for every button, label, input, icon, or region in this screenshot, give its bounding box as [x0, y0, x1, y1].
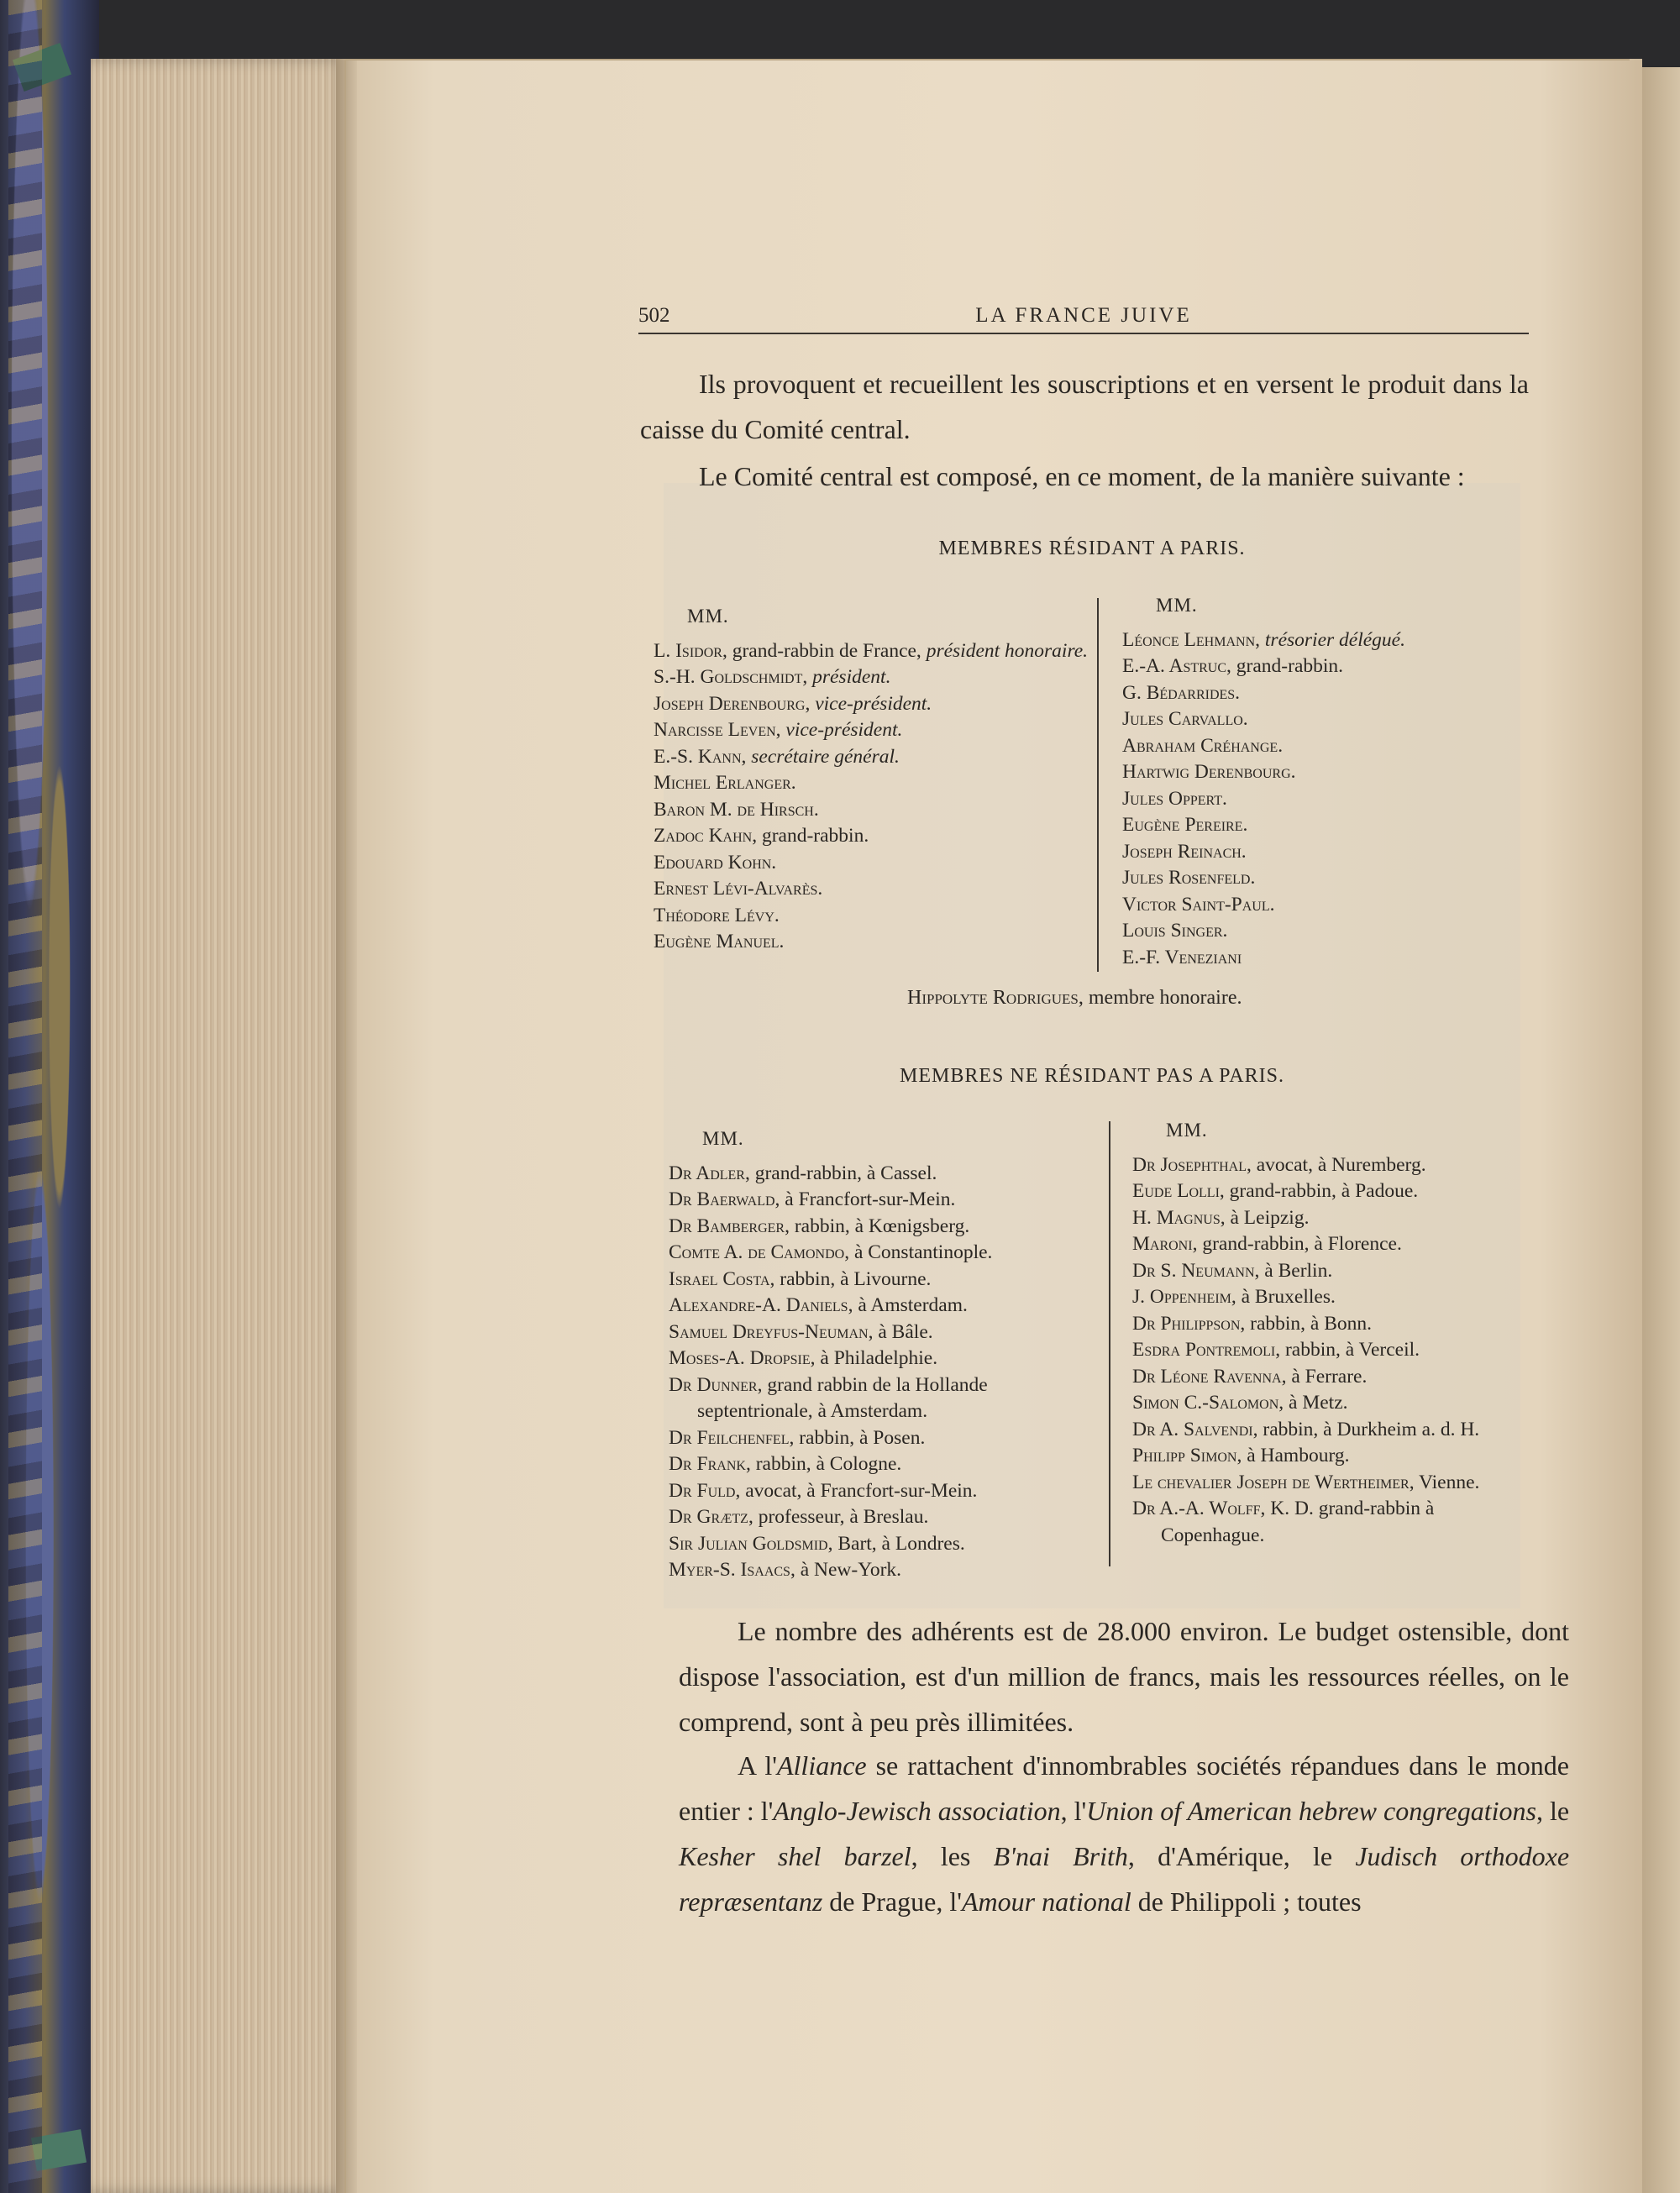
member-entry: [654, 903, 1090, 930]
member-name: S.-H. Goldschmidt: [654, 666, 803, 688]
member-entry: [654, 717, 1090, 744]
member-entry: [654, 638, 1090, 665]
member-entry: [1132, 1390, 1527, 1417]
member-role: , professeur, à Breslau.: [748, 1506, 929, 1528]
italic-title: B'nai Brith: [993, 1841, 1128, 1871]
member-entry: [654, 929, 1090, 956]
member-entry: [1132, 1417, 1527, 1444]
member-name: E.-F. Veneziani: [1122, 946, 1242, 968]
running-header: [638, 294, 1529, 334]
member-entry: [669, 1504, 1097, 1531]
member-entry: [1132, 1337, 1527, 1364]
member-role: , rabbin, à Kœnigsberg.: [785, 1215, 970, 1237]
member-role: , à Philadelphie.: [810, 1347, 938, 1369]
outro-paragraph-1: Le nombre des adhérents est de 28.000 environ. Le budget ostensible, dont dispose l'association, est d'un million de francs, mais les ressources réelles, on le comprend, sont à peu près illimitées.: [679, 1616, 1569, 1737]
member-entry: [1132, 1496, 1527, 1549]
member-entry: [1122, 733, 1517, 760]
member-entry: [1122, 653, 1517, 680]
member-entry: [1122, 892, 1517, 919]
member-name: Esdra Pontremoli: [1132, 1339, 1276, 1361]
member-entry: [1132, 1311, 1527, 1338]
italic-title: Judisch orthodoxe repræsentanz: [679, 1841, 1570, 1917]
italic-title: Amour national: [961, 1886, 1131, 1917]
member-entry: [1122, 627, 1517, 654]
page-block-edges: [91, 59, 351, 2193]
cover-corner-bottom: [31, 2129, 87, 2171]
member-entry: [1132, 1284, 1527, 1311]
member-entry: [1122, 786, 1517, 813]
text-run: A l': [738, 1750, 777, 1781]
member-name: Dr A.-A. Wolff: [1132, 1498, 1261, 1519]
member-role: , à New-York.: [790, 1559, 902, 1581]
member-entry: [1122, 759, 1517, 786]
member-name: Myer-S. Isaacs: [669, 1559, 790, 1581]
member-entry: [1132, 1443, 1527, 1470]
member-role: , rabbin, à Cologne.: [745, 1453, 902, 1475]
member-name: Jules Rosenfeld.: [1122, 867, 1256, 889]
member-entry: [654, 744, 1090, 771]
member-entry: [669, 1240, 1097, 1267]
member-role: , K. D. grand-rabbin à Copenhague.: [1161, 1498, 1435, 1546]
paris-left-column: [654, 603, 1090, 956]
member-name: Sir Julian Goldsmid: [669, 1532, 828, 1555]
member-role: ,: [1255, 628, 1265, 651]
member-role: , à Bâle.: [868, 1320, 933, 1343]
member-role: , à Berlin.: [1254, 1259, 1333, 1282]
member-role: ,: [775, 719, 786, 741]
member-name: Baron M. de Hirsch.: [654, 798, 819, 821]
member-entry: [669, 1161, 1097, 1188]
member-role: , avocat, à Francfort-sur-Mein.: [735, 1479, 978, 1502]
member-role: , Vienne.: [1409, 1471, 1480, 1493]
member-name: Dr A. Salvendi: [1132, 1418, 1253, 1440]
member-role: ,: [802, 666, 813, 688]
member-entry: [1122, 706, 1517, 733]
running-title: LA FRANCE JUIVE: [975, 304, 1192, 327]
member-role: , membre honoraire.: [1078, 987, 1242, 1009]
member-name: Maroni: [1132, 1233, 1193, 1255]
member-name: Abraham Créhange.: [1122, 734, 1284, 757]
member-title: président.: [812, 666, 891, 688]
member-name: E.-A. Astruc: [1122, 655, 1227, 677]
member-name: Simon C.-Salomon: [1132, 1392, 1279, 1414]
member-name: Philipp Simon: [1132, 1445, 1237, 1466]
member-entry: [1122, 812, 1517, 839]
member-title: vice-président.: [785, 719, 903, 741]
member-name: Dr Bamberger: [669, 1215, 785, 1237]
member-entry: [654, 664, 1090, 691]
column-divider: [1097, 598, 1099, 972]
member-role: ,: [805, 692, 816, 715]
member-entry: [1132, 1205, 1527, 1232]
member-name: Le chevalier Joseph de Wertheimer: [1132, 1471, 1410, 1493]
member-name: Samuel Dreyfus-Neuman: [669, 1320, 869, 1343]
paris-right-column: [1122, 592, 1517, 971]
member-entry: [1122, 839, 1517, 866]
member-name: Israel Costa: [669, 1267, 770, 1290]
member-name: Léonce Lehmann: [1122, 628, 1256, 651]
member-name: J. Oppenheim: [1132, 1286, 1231, 1308]
italic-title: Alliance: [776, 1750, 867, 1781]
member-role: , à Hambourg.: [1236, 1445, 1350, 1466]
member-name: Hartwig Derenbourg.: [1122, 761, 1296, 783]
member-role: , grand-rabbin, à Cassel.: [744, 1162, 937, 1184]
member-entry: [669, 1214, 1097, 1241]
member-entry: [669, 1267, 1097, 1293]
paris-heading: MEMBRES RÉSIDANT A PARIS.: [938, 538, 1246, 559]
member-name: Dr Frank: [669, 1453, 746, 1475]
member-entry: [1132, 1470, 1527, 1497]
member-entry: [1132, 1258, 1527, 1285]
book-cover: [0, 0, 99, 2193]
member-name: G. Bédarrides.: [1122, 681, 1241, 704]
non-paris-heading: MEMBRES NE RÉSIDANT PAS A PARIS.: [900, 1065, 1284, 1087]
outro-paragraph-2: [679, 1743, 1569, 1924]
mm-label: MM.: [1166, 1120, 1208, 1141]
member-entry: [669, 1293, 1097, 1319]
member-name: Dr Dunner: [669, 1373, 758, 1396]
member-entry: [1132, 1152, 1527, 1179]
member-name: Dr Léone Ravenna: [1132, 1365, 1282, 1388]
member-entry: [669, 1372, 1097, 1425]
member-entry: [669, 1478, 1097, 1505]
member-role: , avocat, à Nuremberg.: [1247, 1153, 1426, 1176]
member-title: trésorier délégué.: [1264, 628, 1405, 651]
member-name: Ernest Lévi-Alvarès.: [654, 878, 823, 900]
member-name: E.-S. Kann: [654, 745, 742, 768]
member-name: Dr Josephthal: [1132, 1153, 1247, 1176]
italic-title: Anglo-Jewisch association: [773, 1796, 1061, 1826]
member-role: , grand-rabbin.: [752, 825, 869, 847]
member-name: Eugène Pereire.: [1122, 814, 1248, 836]
member-title: président honoraire.: [926, 639, 1089, 662]
member-role: , rabbin, à Verceil.: [1275, 1339, 1420, 1361]
cover-corner-top: [13, 43, 71, 92]
member-entry: [669, 1557, 1097, 1584]
member-entry: [654, 691, 1090, 718]
member-role: , rabbin, à Bonn.: [1240, 1312, 1373, 1335]
member-role: , à Constantinople.: [844, 1241, 993, 1263]
member-role: , à Bruxelles.: [1231, 1286, 1336, 1308]
member-name: Dr Philippson: [1132, 1312, 1241, 1335]
member-name: H. Magnus: [1132, 1206, 1221, 1229]
italic-title: Kesher shel barzel: [679, 1841, 911, 1871]
honorary-member: [907, 987, 1242, 1010]
member-role: , grand rabbin de la Hollande septentrionale, à Amsterdam.: [697, 1373, 988, 1422]
member-role: , grand-rabbin, à Florence.: [1192, 1233, 1402, 1255]
member-entry: [669, 1319, 1097, 1346]
mm-label: MM.: [702, 1128, 744, 1149]
member-name: Eude Lolli: [1132, 1180, 1220, 1202]
member-name: Comte A. de Camondo: [669, 1241, 845, 1263]
intro-paragraph-1: Ils provoquent et recueillent les souscriptions et en versent le produit dans la caisse du Comité central.: [640, 369, 1529, 444]
member-role: , à Leipzig.: [1220, 1206, 1310, 1229]
member-title: secrétaire général.: [751, 745, 900, 768]
member-name: Joseph Reinach.: [1122, 840, 1247, 863]
member-name: Louis Singer.: [1122, 920, 1228, 942]
member-name: Dr Baerwald: [669, 1188, 775, 1210]
member-role: , rabbin, à Posen.: [789, 1426, 926, 1449]
member-name: Dr Adler: [669, 1162, 745, 1184]
member-name: Dr S. Neumann: [1132, 1259, 1255, 1282]
member-entry: [654, 850, 1090, 877]
column-divider: [1109, 1121, 1110, 1566]
facing-page-edge: [1638, 67, 1680, 2193]
member-entry: [669, 1425, 1097, 1452]
text-run: , le: [1536, 1796, 1570, 1826]
member-entry: [669, 1451, 1097, 1478]
member-name: L. Isidor: [654, 639, 722, 662]
member-role: , Bart, à Londres.: [827, 1532, 965, 1555]
text-run: , d'Amérique, le: [1127, 1841, 1356, 1871]
non-paris-right-column: [1132, 1117, 1527, 1549]
text-run: se rattachent d'innombrables sociétés répandues dans le monde entier : l': [679, 1750, 1570, 1826]
member-role: , rabbin, à Livourne.: [769, 1267, 932, 1290]
member-entry: [654, 770, 1090, 797]
member-name: Joseph Derenbourg: [654, 692, 806, 715]
member-entry: [669, 1346, 1097, 1372]
member-entry: [1122, 918, 1517, 945]
member-entry: [1132, 1364, 1527, 1391]
member-name: Michel Erlanger.: [654, 772, 796, 794]
member-title: vice-président.: [815, 692, 932, 715]
intro-paragraph-2: Le Comité central est composé, en ce moment, de la manière suivante :: [699, 461, 1465, 491]
member-entry: [1132, 1178, 1527, 1205]
text-run: de Prague, l': [822, 1886, 962, 1917]
member-name: Jules Oppert.: [1122, 787, 1227, 810]
member-entry: [654, 797, 1090, 824]
member-entry: [1122, 865, 1517, 892]
member-entry: [654, 823, 1090, 850]
member-role: , rabbin, à Durkheim a. d. H.: [1252, 1418, 1480, 1440]
member-name: Dr Fuld: [669, 1479, 736, 1502]
member-entry: [1122, 945, 1517, 972]
member-role: , grand-rabbin.: [1226, 655, 1344, 677]
text-run: de Philippoli ; toutes: [1131, 1886, 1362, 1917]
member-role: , à Metz.: [1278, 1392, 1348, 1414]
member-role: , à Francfort-sur-Mein.: [774, 1188, 956, 1210]
member-entry: [669, 1531, 1097, 1558]
text-run: , les: [911, 1841, 994, 1871]
member-entry: [669, 1187, 1097, 1214]
member-role: , grand-rabbin de France,: [722, 639, 927, 662]
member-role: ,: [741, 745, 752, 768]
member-name: Dr Grætz: [669, 1506, 748, 1528]
member-entry: [654, 876, 1090, 903]
mm-label: MM.: [1156, 595, 1198, 616]
member-name: Victor Saint-Paul.: [1122, 893, 1275, 915]
page-number: 502: [638, 304, 670, 327]
member-name: Edouard Kohn.: [654, 851, 777, 874]
member-name: Zadoc Kahn: [654, 825, 753, 847]
non-paris-left-column: [669, 1125, 1097, 1584]
member-entry: [1122, 680, 1517, 707]
member-name: Hippolyte Rodrigues: [907, 987, 1079, 1009]
italic-title: Union of American hebrew congregations: [1086, 1796, 1536, 1826]
member-entry: [1132, 1231, 1527, 1258]
member-name: Eugène Manuel.: [654, 931, 785, 952]
member-name: Narcisse Leven: [654, 719, 776, 741]
member-name: Théodore Lévy.: [654, 904, 780, 926]
member-name: Jules Carvallo.: [1122, 708, 1248, 730]
member-role: , grand-rabbin, à Padoue.: [1219, 1180, 1419, 1202]
member-name: Alexandre-A. Daniels: [669, 1294, 848, 1316]
member-name: Dr Feilchenfel: [669, 1426, 790, 1449]
text-run: , l': [1060, 1796, 1087, 1826]
member-name: Moses-A. Dropsie: [669, 1347, 811, 1369]
member-role: , à Amsterdam.: [848, 1294, 968, 1316]
member-role: , à Ferrare.: [1281, 1365, 1368, 1388]
mm-label: MM.: [687, 606, 729, 627]
